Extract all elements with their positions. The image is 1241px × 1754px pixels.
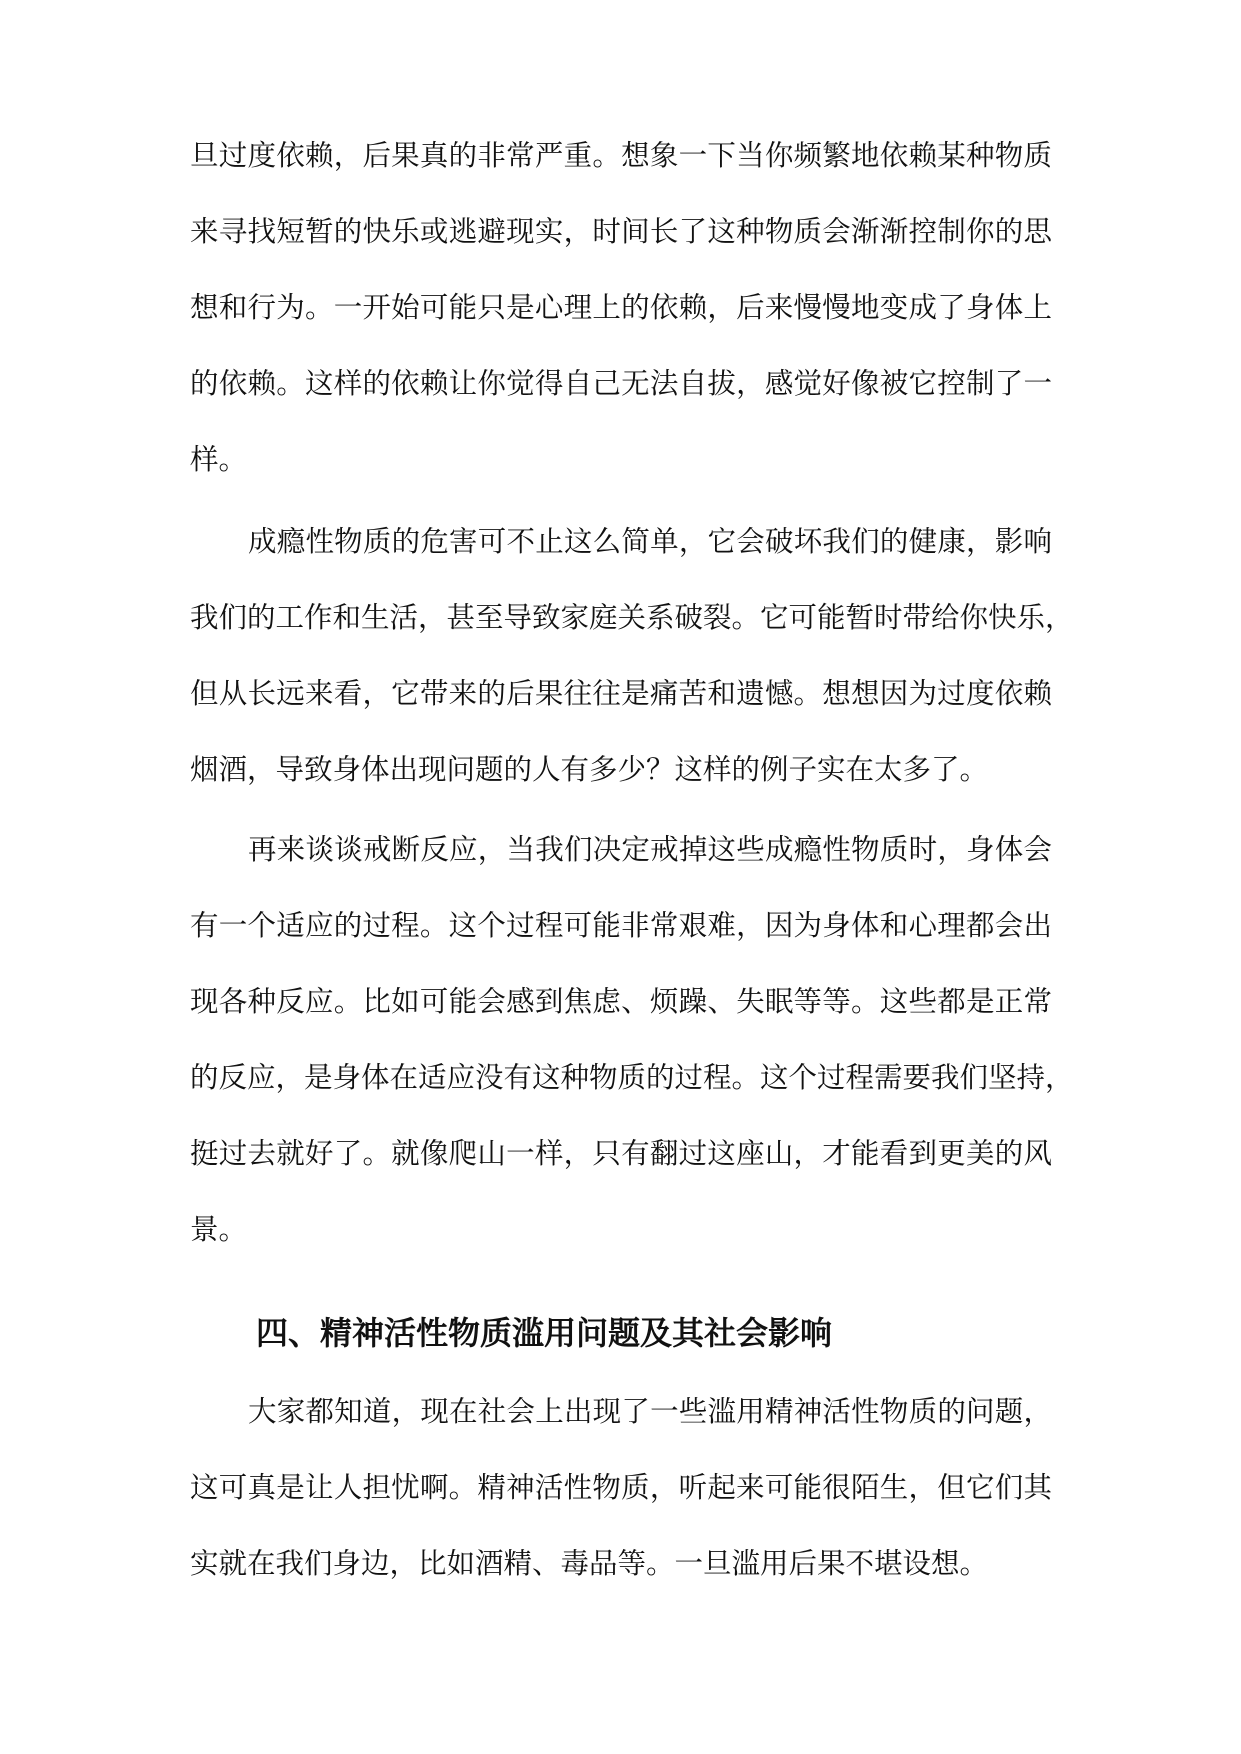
text-line: 现各种反应。比如可能会感到焦虑、烦躁、失眠等等。这些都是正常 (190, 985, 1052, 1018)
text-line: 大家都知道，现在社会上出现了一些滥用精神活性物质的问题， (248, 1395, 1052, 1428)
text-line: 这可真是让人担忧啊。精神活性物质，听起来可能很陌生，但它们其 (190, 1471, 1052, 1504)
text-line: 的依赖。这样的依赖让你觉得自己无法自拔，感觉好像被它控制了一 (190, 367, 1052, 400)
text-line: 烟酒，导致身体出现问题的人有多少？这样的例子实在太多了。 (190, 753, 989, 786)
text-line: 景。 (190, 1213, 248, 1246)
text-line: 样。 (190, 443, 248, 476)
text-line: 挺过去就好了。就像爬山一样，只有翻过这座山，才能看到更美的风 (190, 1137, 1052, 1170)
text-line: 成瘾性物质的危害可不止这么简单，它会破坏我们的健康，影响 (248, 525, 1052, 558)
text-line: 想和行为。一开始可能只是心理上的依赖，后来慢慢地变成了身体上 (190, 291, 1052, 324)
text-line: 来寻找短暂的快乐或逃避现实，时间长了这种物质会渐渐控制你的思 (190, 215, 1052, 248)
text-line: 有一个适应的过程。这个过程可能非常艰难，因为身体和心理都会出 (190, 909, 1052, 942)
text-line: 我们的工作和生活，甚至导致家庭关系破裂。它可能暂时带给你快乐， (190, 601, 1074, 634)
section-heading: 四、精神活性物质滥用问题及其社会影响 (256, 1314, 833, 1352)
text-line: 的反应，是身体在适应没有这种物质的过程。这个过程需要我们坚持， (190, 1061, 1074, 1094)
text-line: 但从长远来看，它带来的后果往往是痛苦和遗憾。想想因为过度依赖 (190, 677, 1052, 710)
text-line: 再来谈谈戒断反应，当我们决定戒掉这些成瘾性物质时，身体会 (248, 833, 1052, 866)
text-line: 实就在我们身边，比如酒精、毒品等。一旦滥用后果不堪设想。 (190, 1547, 989, 1580)
text-line: 旦过度依赖，后果真的非常严重。想象一下当你频繁地依赖某种物质 (190, 139, 1052, 172)
